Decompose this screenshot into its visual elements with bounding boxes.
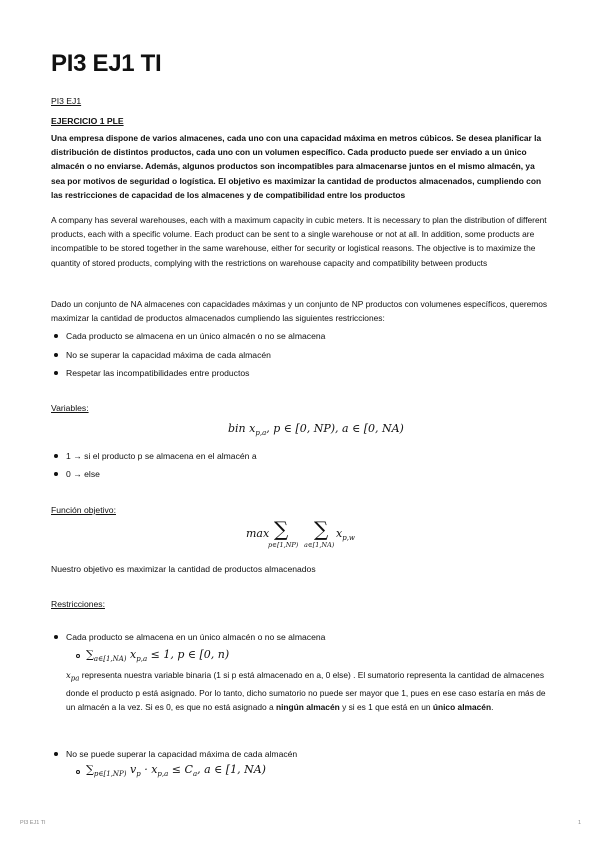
constraint2-title: No se puede superar la capacidad máxima de cada almacén [66,749,298,759]
bullet-dot [54,454,58,458]
explanation-text: . [491,702,494,713]
intro-bullet: Cada producto se almacena en un único almacén o no se almacena [66,331,326,341]
bullet-dot [54,752,58,756]
explanation-bold: ningún almacén [275,702,340,713]
intro-bullet: No se superar la capacidad máxima de cada almacén [66,350,271,360]
statement-english: A company has several warehouses, each with a maximum capacity in cubic meters. It is necessary to plan the distribution of different products, each with a specific volume. Each product can be sent to a single warehouse or not at all. In addition, some products are incompatible to be stored together in the same warehouse, either for security or logistical reasons. The objective is to maximize the quantity of stored products, complying with the restrictions on warehouse capacity and compatibility between products [51,215,547,268]
constraint1-formula: $\sum_{a\in[1,NA)}$ $x_{p,a} \le 1$, p ∈ [0, n) [86,648,230,664]
constraint1-var: $x_{pa}$ [66,670,80,683]
bullet-dot [54,353,58,357]
bullet-dot [54,472,58,476]
sub-bullet-ring [76,770,80,774]
max-operator: max [246,527,270,540]
variables-bullet: 0 → else [66,469,100,479]
exercise-heading: EJERCICIO 1 PLE [51,116,124,126]
objective-heading: Función objetivo: [51,505,116,515]
bullet-dot [54,635,58,639]
variables-formula: bin $x_{p,a}$, p ∈ [0, NP), a ∈ [0, NA) [228,422,404,438]
bullet-dot [54,371,58,375]
breadcrumb[interactable]: PI3 EJ1 [51,96,82,106]
sum2-index: a∈[1,NA) [304,541,335,549]
constraints-heading: Restricciones: [51,599,105,609]
constraint1-explanation [66,668,546,714]
objective-text: Nuestro objetivo es maximizar la cantidad de productos almacenados [51,564,316,574]
variables-bullet: 1 → si el producto p se almacena en el almacén a [66,451,257,461]
explanation-text: representa nuestra variable binaria (1 si p está almacenado en a, 0 else) . El sumatorio representa la cantidad de almacenes donde el producto p está asignado. Por lo tanto, dicho sumatorio no puede ser mayor que 1, pues en ese caso estaría en más de un almacén a la vez. Si es 0, es que no está asignado a [66,670,546,713]
sum-symbol: ∑ [314,517,329,541]
sum-symbol: ∑ [274,517,289,541]
statement-spanish: Una empresa dispone de varios almacenes, cada uno con una capacidad máxima en metros cúbicos. Se desea planificar la distribución de distintos productos, cada uno con un volumen específico. Cada producto puede ser enviado a un único almacén o no enviarse. Además, algunos productos son incompatibles para almacenarse juntos en el mismo almacén, ya sea por motivos de seguridad o logística. El objetivo es maximizar la cantidad de productos almacenados, cumpliendo con las restricciones de capacidad de los almacenes y de compatibilidad entre los productos [51,133,542,200]
constraint2-formula: $\sum_{p\in[1,NP)}$ $v_p \cdot x_{p,a} \le C_a$, a ∈ [1, NA) [86,763,266,779]
objective-term: $x_{p,w}$ [336,527,355,543]
constraint1-title: Cada producto se almacena en un único almacén o no se almacena [66,632,326,642]
variables-heading: Variables: [51,403,89,413]
explanation-bold: único almacén [432,702,492,713]
footer-title: PI3 EJ1 TI [20,820,46,826]
bullet-dot [54,334,58,338]
sum1-index: p∈[1,NP) [268,541,299,549]
intro-paragraph: Dado un conjunto de NA almacenes con capacidades máximas y un conjunto de NP productos con volumenes específicos, queremos maximizar la cantidad de productos almacenados cumpliendo las siguientes restricciones: [51,299,548,324]
explanation-text: y si es 1 que está en un [339,702,433,713]
footer-page-number: 1 [578,820,582,826]
intro-bullet: Respetar las incompatibilidades entre productos [66,368,250,378]
sub-bullet-ring [76,654,80,658]
page-title: PI3 EJ1 TI [51,50,162,77]
